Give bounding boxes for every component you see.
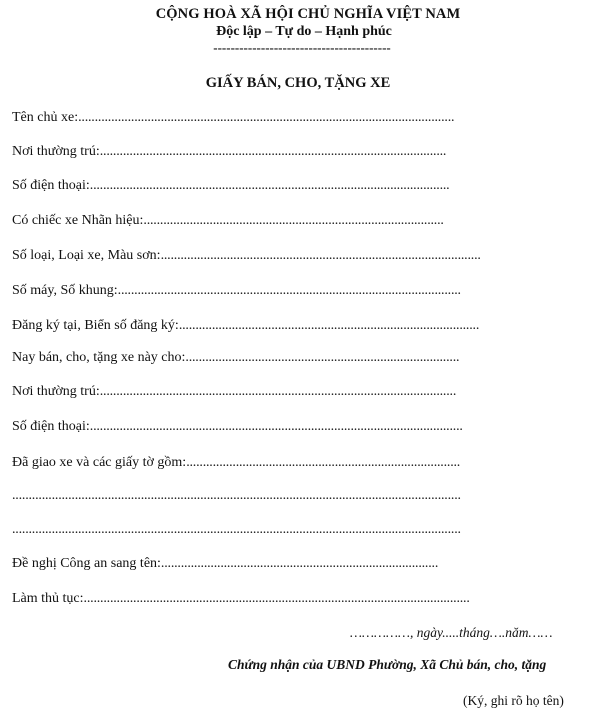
field-label: Đăng ký tại, Biển số đăng ký: bbox=[12, 318, 179, 333]
field-label: Có chiếc xe Nhãn hiệu: bbox=[12, 213, 144, 228]
field-label: Đề nghị Công an sang tên: bbox=[12, 556, 161, 571]
field-procedures[interactable] bbox=[12, 591, 498, 607]
field-label: Nay bán, cho, tặng xe này cho: bbox=[12, 350, 186, 365]
field-label: Đã giao xe và các giấy tờ gồm: bbox=[12, 455, 187, 470]
field-label: Số điện thoại: bbox=[12, 178, 90, 193]
fill-line: .................................................................................... bbox=[160, 556, 439, 571]
field-vehicle-brand[interactable] bbox=[12, 213, 506, 229]
document-title: GIẤY BÁN, CHO, TẶNG XE bbox=[205, 75, 391, 91]
field-label: Số điện thoại: bbox=[12, 419, 90, 434]
fill-line: ........................................................................................................................................ bbox=[12, 522, 461, 537]
field-label: Nơi thường trú: bbox=[12, 384, 100, 399]
field-police-transfer-request[interactable] bbox=[12, 556, 483, 572]
fill-line: ................................................................................................................. bbox=[89, 419, 463, 434]
field-label: Số máy, Số khung: bbox=[12, 283, 118, 298]
field-owner-phone[interactable] bbox=[12, 178, 490, 194]
field-label: Làm thủ tục: bbox=[12, 591, 84, 606]
fill-line: ................................................................................... bbox=[185, 350, 460, 365]
fill-line: ............................................................................................................. bbox=[89, 178, 450, 193]
fill-line: ........................................................................................... bbox=[178, 318, 480, 333]
fill-line: ........................................................................................... bbox=[143, 213, 444, 228]
field-vehicle-model-color[interactable] bbox=[12, 248, 532, 264]
field-engine-frame-number[interactable] bbox=[12, 283, 503, 299]
certification-heading: Chứng nhận của UBND Phường, Xã Chủ bán, cho, tặng bbox=[228, 657, 547, 672]
field-owner-residence[interactable] bbox=[12, 144, 485, 160]
header-divider: ----------------------------------------- bbox=[213, 40, 391, 55]
national-title: CỘNG HOÀ XÃ HỘI CHỦ NGHĨA VIỆT NAM bbox=[155, 6, 461, 22]
field-recipient-phone[interactable] bbox=[12, 419, 498, 435]
fill-line: ................................................................................... bbox=[186, 455, 461, 470]
fill-line: ........................................................................................................ bbox=[117, 283, 461, 298]
field-label: Số loại, Loại xe, Màu sơn: bbox=[12, 248, 161, 263]
fill-line: .................................................................................................................. bbox=[78, 110, 455, 125]
fill-line: ........................................................................................................................................ bbox=[12, 488, 461, 503]
field-owner-name[interactable] bbox=[12, 110, 492, 126]
field-label: Nơi thường trú: bbox=[12, 144, 100, 159]
field-recipient-name[interactable] bbox=[12, 350, 500, 366]
fill-line: ..................................................................................................................... bbox=[83, 591, 470, 606]
field-registration-plate[interactable] bbox=[12, 318, 512, 334]
date-line: ……………, ngày.....tháng….năm…… bbox=[350, 625, 553, 640]
field-documents-line-3[interactable] bbox=[12, 522, 508, 538]
national-motto: Độc lập – Tự do – Hạnh phúc bbox=[216, 24, 392, 39]
signature-note: (Ký, ghi rõ họ tên) bbox=[463, 693, 564, 708]
field-label: Tên chủ xe: bbox=[12, 110, 79, 125]
field-handed-documents[interactable] bbox=[12, 455, 518, 471]
fill-line: ......................................................................................................... bbox=[99, 144, 447, 159]
fill-line: ................................................................................................. bbox=[160, 248, 481, 263]
field-recipient-residence[interactable] bbox=[12, 384, 505, 400]
field-documents-line-2[interactable] bbox=[12, 488, 508, 504]
fill-line: ............................................................................................................ bbox=[99, 384, 457, 399]
